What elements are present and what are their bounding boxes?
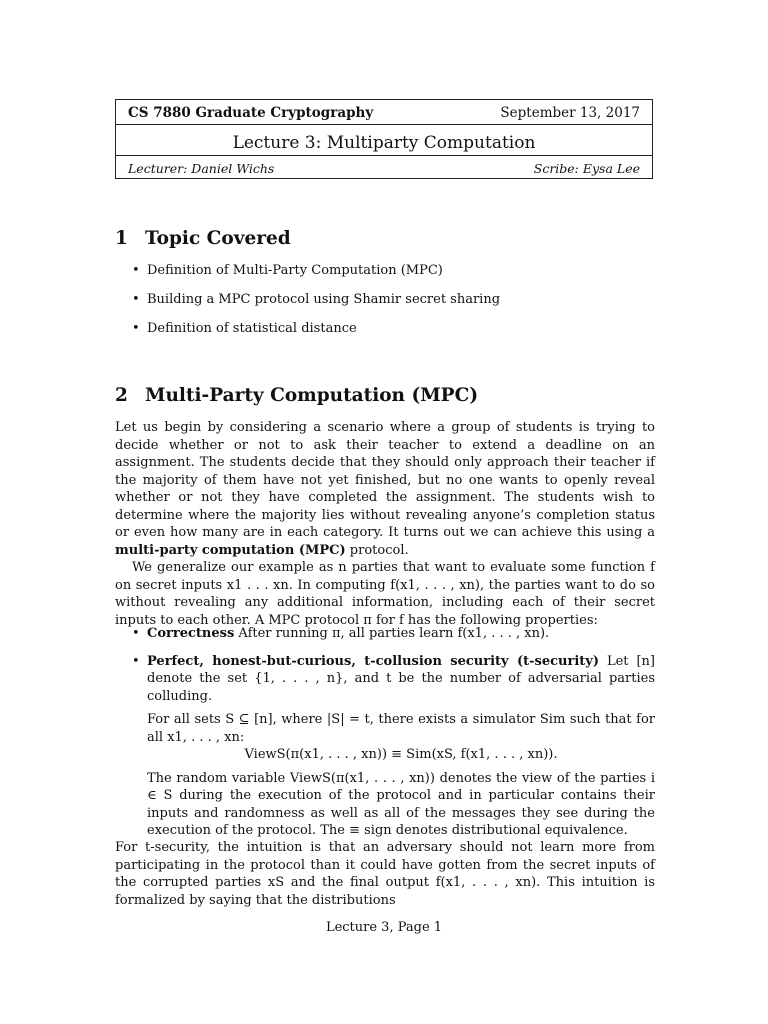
topic-list: [115, 262, 655, 338]
section-2-heading: [115, 385, 478, 406]
correctness-label: Correctness: [147, 626, 235, 641]
header-box: [115, 99, 653, 179]
mpc-term: multi-party computation (MPC): [115, 542, 346, 558]
section-2-title: Multi-Party Computation (MPC): [145, 385, 479, 406]
security-property: • Perfect, honest-but-curious, t-collusion security (t-security) Let [n] denote the set {1, . . . , n}, and t be the number of adversarial parties colluding. For all sets S ⊆ [n], where |S| = t, there exists a simulator Sim such that for all x1, . . . , xn: ViewS(π(x1, . . . , xn)) ≡ Sim(xS, f(x1, . . . , xn)). The random variable ViewS(π(x1, . . . , xn)) denotes the view of the parties i ∈ S during the execution of the protocol and in particular contains their inputs and randomness as well as all of the messages they see during the execution of the protocol. The ≡ sign denotes distributional equivalence.: [132, 653, 655, 838]
security-label: Perfect, honest-but-curious, t-collusion security (t-security): [147, 653, 599, 669]
section-1-number: 1: [115, 228, 128, 249]
list-item: • Building a MPC protocol using Shamir secret sharing: [132, 292, 501, 307]
lecture-title: Lecture 3: Multiparty Computation: [232, 133, 536, 153]
paragraph-1: Let us begin by considering a scenario where a group of students is trying to decide whether or not to ask their teacher to extend a deadline on an assignment. The students decide that they should only approach their teacher if the majority of them have not yet finished, but no one wants to openly reveal whether or not they have completed the assignment. The students wish to determine where the majority lies without revealing anyone’s completion status or even how many are in each category. It turns out we can achieve this using a multi-party computation (MPC) protocol.: [115, 420, 655, 558]
paragraph-2: We generalize our example as n parties that want to evaluate some function f on secret inputs x1 . . . xn. In computing f(x1, . . . , xn), the parties want to do so without revealing any additional information, including each of their secret inputs to each other. A MPC protocol π for f has the following properties:: [115, 560, 655, 628]
header-rule-top: [116, 124, 652, 125]
section-1-heading: [115, 228, 291, 249]
lecturer: Lecturer: Daniel Wichs: [128, 161, 275, 176]
course-name: CS 7880 Graduate Cryptography: [128, 105, 374, 121]
section-2-intro: [115, 419, 655, 629]
scribe: Scribe: Eysa Lee: [533, 161, 640, 176]
forall-text: For all sets S ⊆ [n], where |S| = t, there exists a simulator Sim such that for all x1, . . . , xn:: [147, 712, 655, 745]
mpc-properties: [115, 625, 655, 840]
section-2-number: 2: [115, 385, 128, 406]
header-rule-bottom: [116, 155, 652, 156]
simulation-equation: ViewS(π(x1, . . . , xn)) ≡ Sim(xS, f(x1, . . . , xn)).: [244, 747, 558, 762]
list-item: • Definition of Multi-Party Computation (MPC): [132, 263, 443, 278]
correctness-property: • Correctness After running π, all parties learn f(x1, . . . , xn).: [132, 626, 550, 641]
random-variable-text: The random variable ViewS(π(x1, . . . , xn)) denotes the view of the parties i ∈ S during the execution of the protocol and in particular contains their inputs and randomness as well as all of the messages they see during the execution of the protocol. The ≡ sign denotes distributional equivalence.: [147, 770, 655, 838]
list-item: • Definition of statistical distance: [132, 321, 357, 336]
paragraph-3: For t-security, the intuition is that an adversary should not learn more from participating in the protocol than it could have gotten from the secret inputs of the corrupted parties xS and the final output f(x1, . . . , xn). This intuition is formalized by saying that the distributions: [115, 840, 655, 908]
section-1-title: Topic Covered: [145, 228, 291, 249]
page-footer: Lecture 3, Page 1: [325, 920, 443, 935]
lecture-date: September 13, 2017: [500, 105, 640, 121]
